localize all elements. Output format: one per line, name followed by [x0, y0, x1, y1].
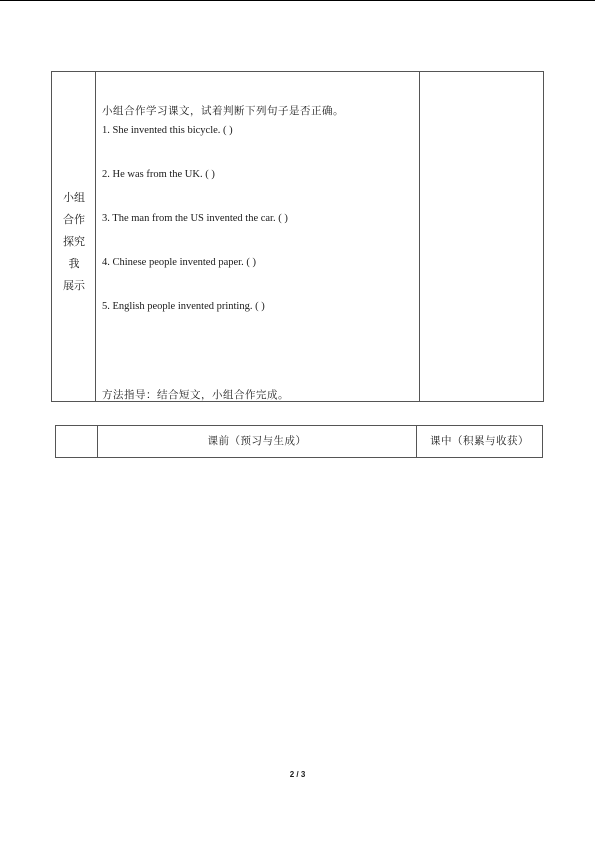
header-before-class: 课前（预习与生成）	[98, 426, 417, 457]
exercise-item-1: 1. She invented this bicycle. ( )	[102, 125, 233, 136]
exercise-instructions: 小组合作学习课文，试着判断下列句子是否正确。	[102, 105, 344, 117]
section-label-line-2: 合作	[63, 213, 85, 226]
exercise-item-2: 2. He was from the UK. ( )	[102, 169, 215, 180]
method-guidance: 方法指导：结合短文，小组合作完成。	[102, 389, 289, 401]
header-in-class: 课中（积累与收获）	[430, 435, 529, 447]
section-label-line-1: 小组	[63, 191, 85, 204]
page-number: 2 / 3	[289, 770, 306, 779]
header-table	[55, 425, 543, 458]
section-label-cell	[52, 72, 96, 401]
inquiry-table	[51, 71, 544, 402]
exercise-cell	[96, 72, 420, 401]
section-label-line-5: 展示	[63, 279, 85, 292]
page-top-border	[0, 0, 595, 1]
exercise-item-5: 5. English people invented printing. ( )	[102, 301, 265, 312]
section-label-line-4: 我	[68, 257, 80, 270]
exercise-item-3: 3. The man from the US invented the car. ( )	[102, 213, 288, 224]
notes-cell	[420, 72, 543, 401]
exercise-item-4: 4. Chinese people invented paper. ( )	[102, 257, 256, 268]
header-empty-cell	[56, 426, 98, 457]
section-label-line-3: 探究	[63, 235, 85, 248]
